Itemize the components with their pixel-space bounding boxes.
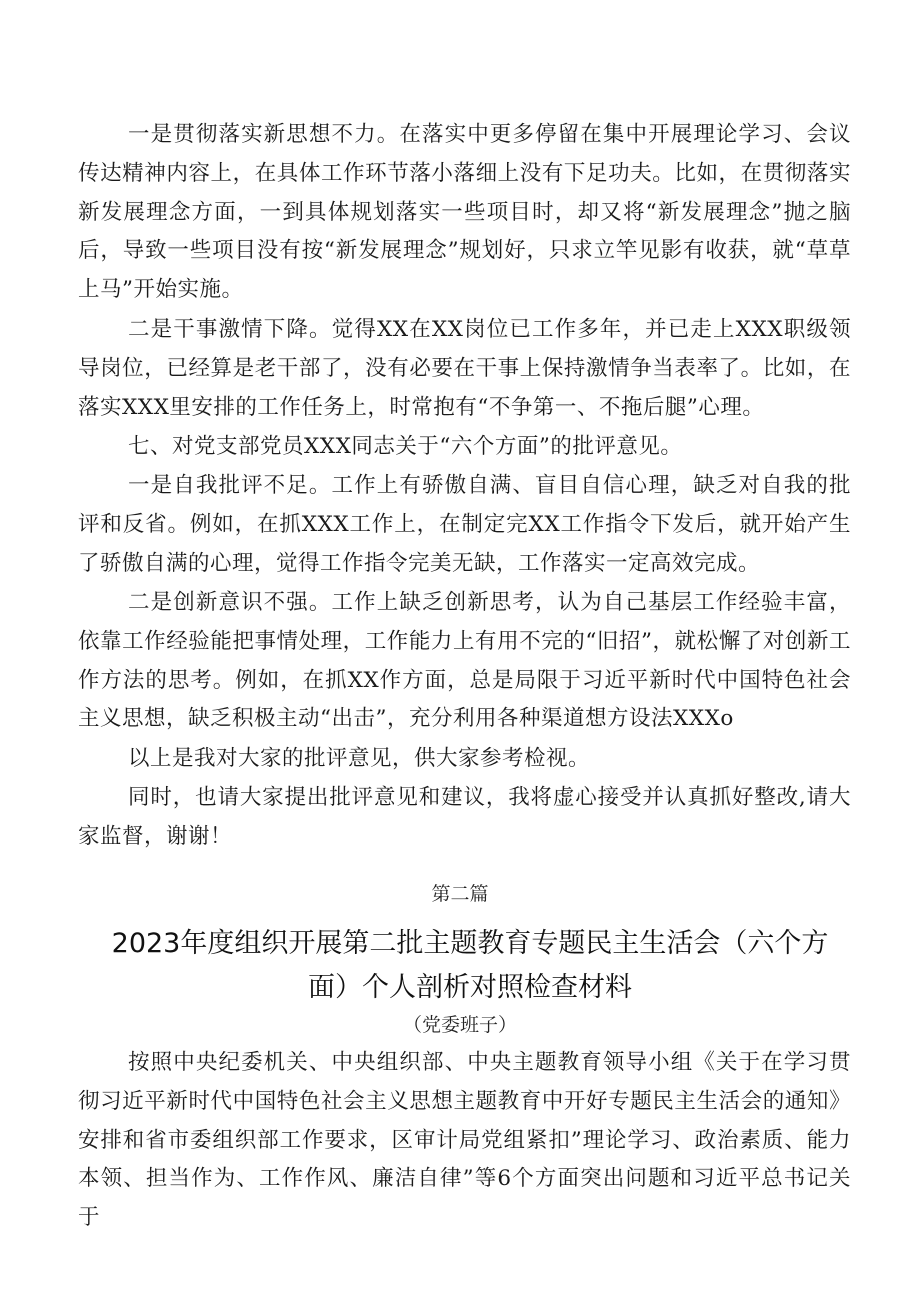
document-subtitle: （党委班子） <box>402 1014 517 1036</box>
paragraph-6: 以上是我对大家的批评意见，供大家参考检视。 <box>128 746 591 771</box>
paragraph-5: 二是创新意识不强。工作上缺乏创新思考，认为自己基层工作经验丰富，依靠工作经验能把事情处理，工作能力上有用不完的“旧招”，就松懈了对创新工作方法的思考。例如，在抓XX作方面，总是局限于习近平新时代中国特色社会主义思想，缺乏积极主动“出击”，充分利用各种渠道想方设法XXXo <box>78 590 851 732</box>
intro-paragraph: 按照中央纪委机关、中央组织部、中央主题教育领导小组《关于在学习贯彻习近平新时代中国特色社会主义思想主题教育中开好专题民主生活会的通知》安排和省市委组织部工作要求，区审计局党组紧扣”理论学习、政治素质、能力本领、担当作为、工作作风、廉洁自律”等6个方面突出问题和习近平总书记关于 <box>78 1050 851 1231</box>
paragraph-4: 一是自我批评不足。工作上有骄傲自满、盲目自信心理，缺乏对自我的批评和反省。例如，在抓XXX工作上，在制定完XX工作指令下发后，就开始产生了骄傲自满的心理，觉得工作指令完美无缺，工作落实一定高效完成。 <box>78 473 851 576</box>
document-title: 2023年度组织开展第二批主题教育专题民主生活会（六个方面）个人剖析对照检查材料 <box>111 928 829 1003</box>
paragraph-1: 一是贯彻落实新思想不力。在落实中更多停留在集中开展理论学习、会议传达精神内容上，在具体工作环节落小落细上没有下足功夫。比如，在贯彻落实新发展理念方面，一到具体规划落实一些项目时，却又将“新发展理念”抛之脑后，导致一些项目没有按“新发展理念”规划好，只求立竿见影有收获，就“草草上马”开始实施。 <box>78 122 851 303</box>
paragraph-7: 同时，也请大家提出批评意见和建议，我将虚心接受并认真抓好整改,请大家监督，谢谢！ <box>78 785 851 849</box>
paragraph-3-section-heading: 七、对党支部党员XXX同志关于“六个方面”的批评意见。 <box>128 434 683 459</box>
paragraph-2: 二是干事激情下降。觉得XX在XX岗位已工作多年，并已走上XXX职级领导岗位，已经算是老干部了，没有必要在干事上保持激情争当表率了。比如，在落实XXX里安排的工作任务上，时常抱有“不争第一、不拖后腿”心理。 <box>78 317 851 420</box>
section-label: 第二篇 <box>431 883 489 905</box>
